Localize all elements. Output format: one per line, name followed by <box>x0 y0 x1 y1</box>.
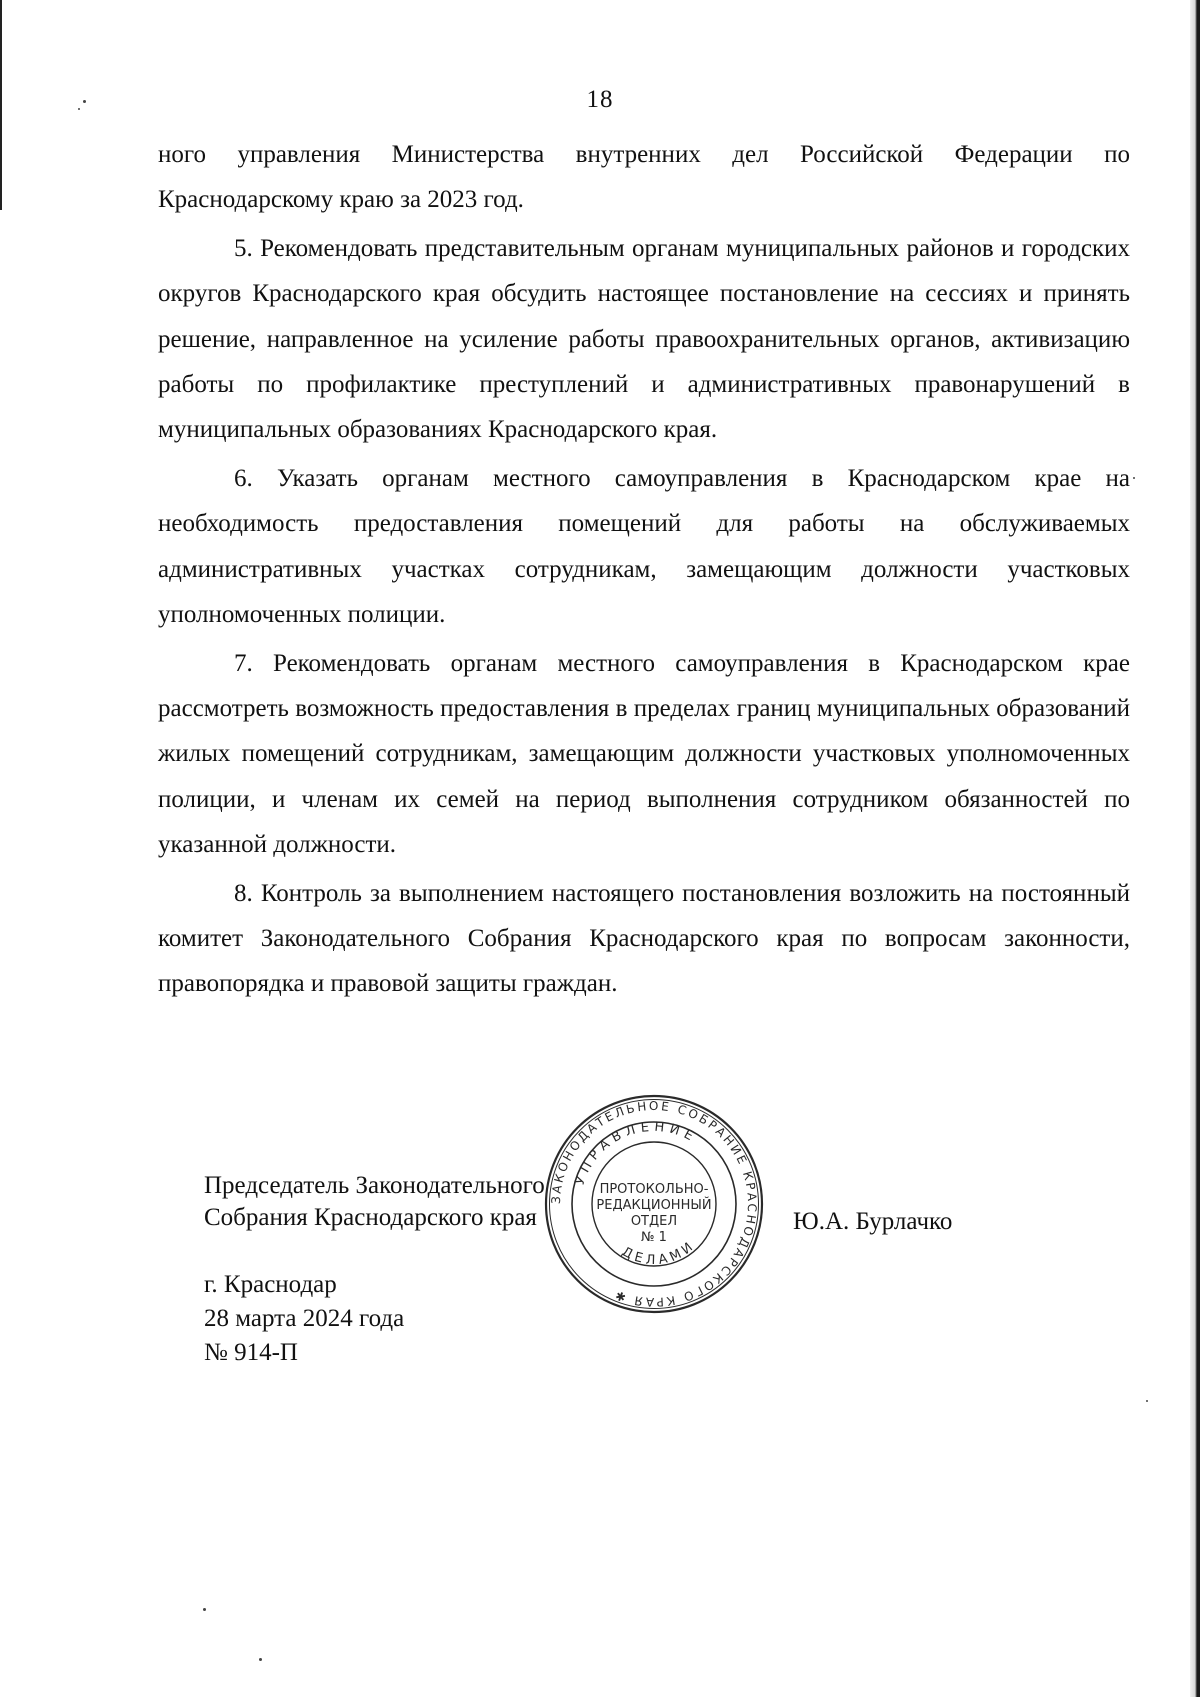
scan-speck <box>259 1658 262 1661</box>
scan-speck <box>1146 1400 1148 1402</box>
signatory-title-line-1: Председатель Законодательного <box>204 1172 545 1199</box>
seal-center-line-4: № 1 <box>641 1230 667 1245</box>
paragraph-item-7: 7. Рекомендовать органам местного самоуправления в Краснодарском крае рассмотреть возможность предоставления в пределах границ муниципальных образований жилых помещений сотрудникам, замещающим должности участковых уполномоченных полиции, и членам их семей на период выполнения сотрудником обязанностей по указанной должности. <box>158 649 1130 858</box>
paragraph-continuation: ного управления Министерства внутренних дел Российской Федерации по Краснодарскому краю за 2023 год. <box>158 141 1130 214</box>
paragraph-item-5: 5. Рекомендовать представительным органам муниципальных районов и городских округов Краснодарского края обсудить настоящее постановление на сессиях и принять решение, направленное на усиление работы правоохранительных органов, активизацию работы по профилактике преступлений и административных правонарушений в муниципальных образованиях Краснодарского края. <box>158 235 1130 444</box>
paragraph-item-6: 6. Указать органам местного самоуправления в Краснодарском крае на необходимость предоставления помещений для работы на обслуживаемых административных участках сотрудникам, замещающим должности участковых уполномоченных полиции. <box>158 465 1130 628</box>
scan-speck <box>1133 477 1135 479</box>
seal-center-line-2: РЕДАКЦИОННЫЙ <box>596 1198 712 1213</box>
seal-inner-top-text: УПРАВЛЕНИЕ <box>572 1119 700 1188</box>
scan-speck <box>203 1608 206 1611</box>
scan-edge-right <box>1190 0 1200 1697</box>
page-number: 18 <box>586 86 614 113</box>
seal-center-line-1: ПРОТОКОЛЬНО- <box>599 1182 709 1197</box>
signatory-title <box>204 1170 545 1234</box>
official-seal <box>543 1093 765 1315</box>
place-date-block <box>204 1268 404 1370</box>
seal-inner-bottom-text: ДЕЛАМИ <box>619 1237 700 1269</box>
place-city: г. Краснодар <box>204 1271 337 1298</box>
seal-outer-text: ЗАКОНОДАТЕЛЬНОЕ СОБРАНИЕ КРАСНОДАРСКОГО КРАЯ ✱ <box>548 1098 760 1310</box>
document-body <box>158 132 1130 1010</box>
signatory-name: Ю.А. Бурлачко <box>793 1208 953 1235</box>
seal-center-line-3: ОТДЕЛ <box>630 1214 678 1229</box>
signatory-title-line-2: Собрания Краснодарского края <box>204 1204 537 1231</box>
document-date: 28 марта 2024 года <box>204 1305 405 1332</box>
document-number: № 914-П <box>204 1339 298 1366</box>
paragraph-item-8: 8. Контроль за выполнением настоящего постановления возложить на постоянный комитет Законодательного Собрания Краснодарского края по вопросам законности, правопорядка и правовой защиты граждан. <box>158 879 1130 998</box>
